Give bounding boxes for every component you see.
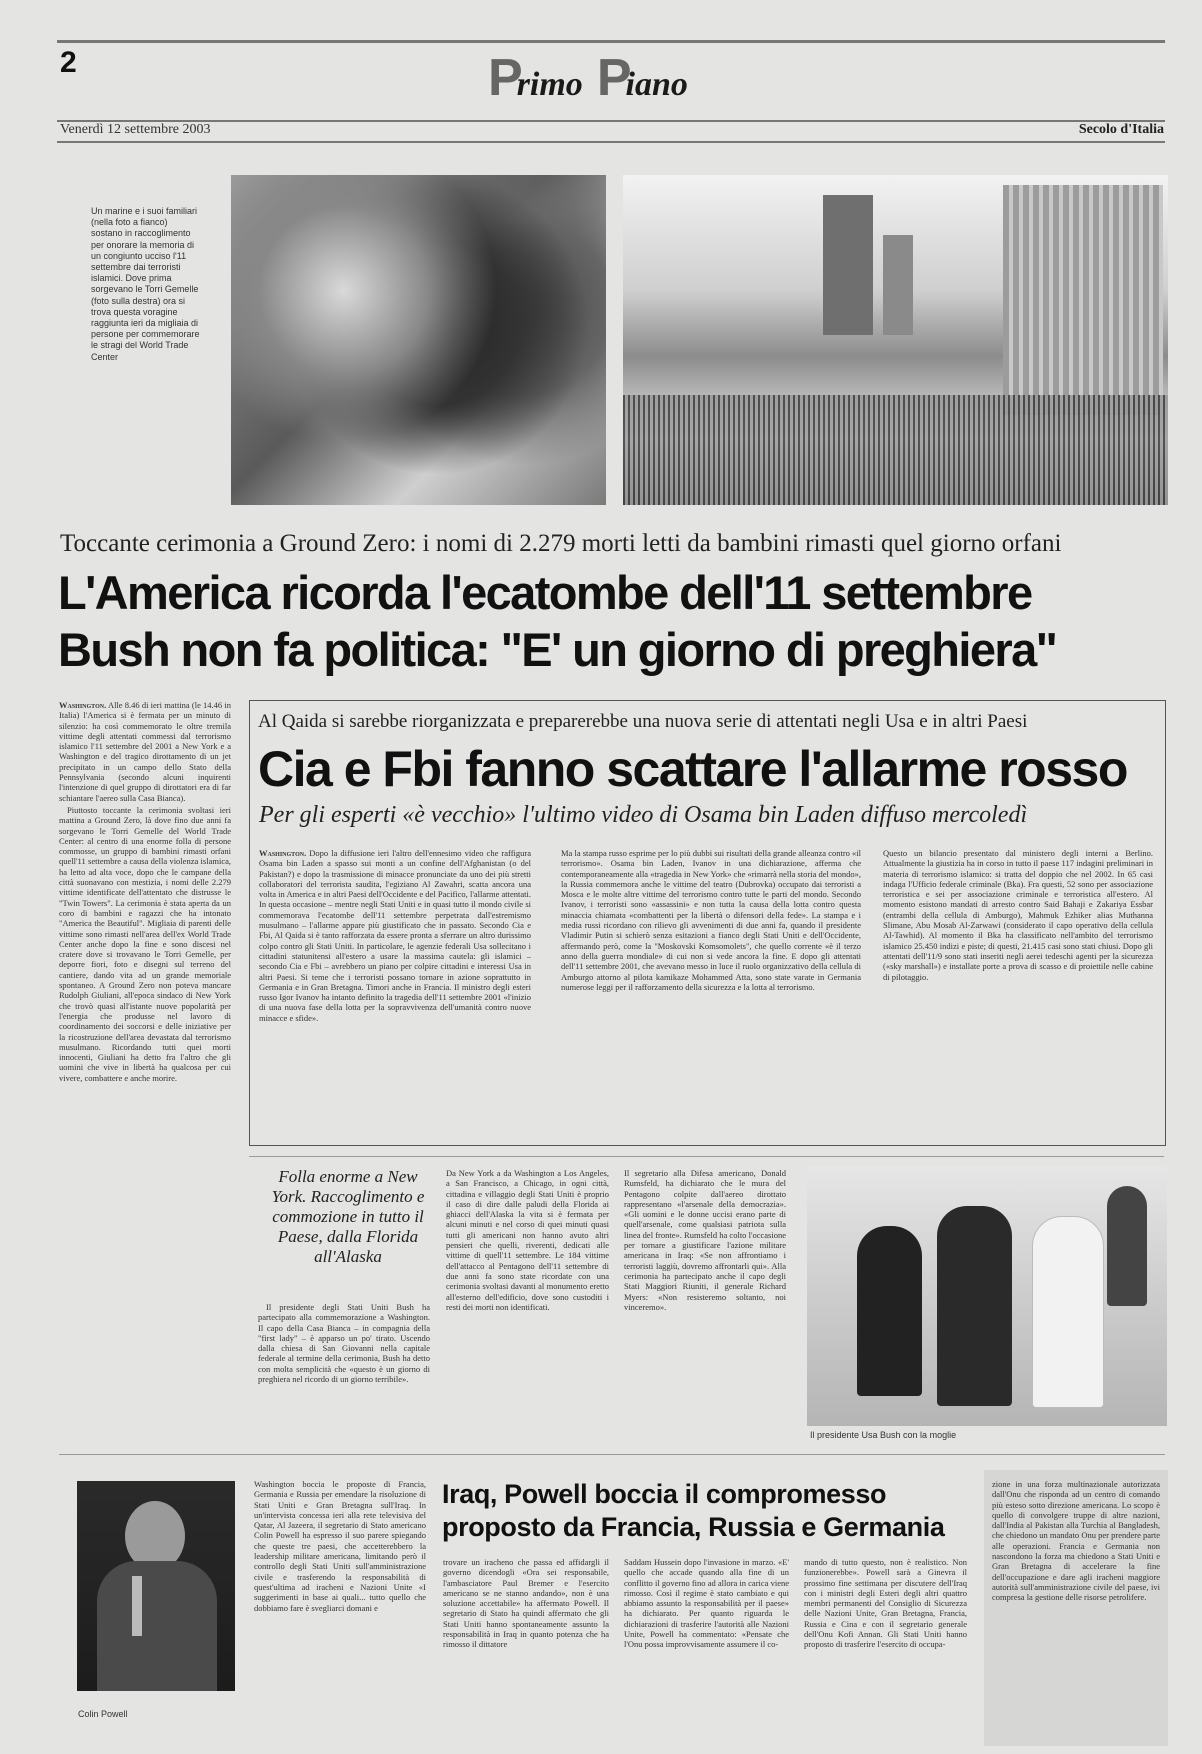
- section-rimo: rimo: [516, 66, 583, 103]
- section-initial-p2: P: [596, 49, 632, 107]
- bottom-text-1: Washington boccia le proposte di Francia, Germania e Russia per emendare la risoluzione di Stati Uniti e Gran Bretagna sull'Iraq. In un'intervista concessa ieri alla rete televisiva del Qatar, Al Jazeera, il segretario di Stato americano Colin Powell ha espresso il suo parere spiegando che queste tre paesi, che accetterebbero la leadership militare americana, limitando però il controllo degli Stati Uniti sull'amministrazione civile e trasferendo la responsabilità di quest'ultima ad iracheni e Nazioni Unite «I suggerimenti in base ai quali... tutto quello che dobbiamo fare è svegliarci domani e: [254, 1479, 426, 1613]
- ny-column-3: [624, 1168, 786, 1440]
- paper-name: Secolo d'Italia: [1078, 122, 1164, 137]
- header-rule: [57, 120, 1165, 122]
- bottom-column-3: [624, 1557, 789, 1747]
- main-dateline: Washington.: [59, 700, 107, 710]
- ny-column-2: [446, 1168, 609, 1440]
- alarm-kicker: Al Qaida si sarebbe riorganizzata e preparerebbe una nuova serie di attentati negli Usa e in altri Paesi: [258, 711, 1028, 732]
- bottom-text-3: Saddam Hussein dopo l'invasione in marzo. «E' quello che accade quando alla fine di un conflitto il governo fino ad allora in carica viene rimosso. Così il regime è stato cambiato e qui abbiamo assunto la responsabilità per il paese» ha dichiarato. Per quanto riguarda le dichiarazioni di trasferire l'autorità alle Nazioni Unite, Powell ha commentato: «Pensate che l'Onu possa improvvisamente assumere il co-: [624, 1557, 789, 1650]
- bottom-text-5: zione in una forza multinazionale autorizzata dall'Onu che risponda ad un centro di comando più esteso sotto direzione americana. Lo scopo è quello di convolgere truppe di altre nazioni, dall'India al Pakistan alla Turchia al Bangladesh, che chiedono un mandato Onu per prendere parte alle operazioni. Francia e Germania non nascondono la forza ma chiedono a Stati Uniti e Gran Bretagna di accelerare la fine dell'occupazione e dare agli iracheni maggiore autorità sull'amministrazione civile del paese, ivi compresa la gestione delle risorse petrolifere.: [992, 1479, 1160, 1603]
- powell-caption: Colin Powell: [78, 1709, 128, 1719]
- bottom-text-2: trovare un iracheno che passa ed affidargli il governo dicendogli «Ora sei responsabile, l'ambasciatore Paul Bremer e l'esercito americano se ne stanno andando», non è una soluzione accettabile» ha affermato Powell. Il segretario di Stato ha quindi affermato che gli Stati Uniti hanno spontaneamente assunto la responsabilità in Iraq in quanto potenza che ha rimosso il dittatore: [443, 1557, 609, 1650]
- ny-text-3: Il segretario alla Difesa americano, Donald Rumsfeld, ha dichiarato che le mura del Pentagono colpite dall'aereo dirottato rappresentano «l'arsenale della democrazia». «Gli uomini e le donne uccisi erano parte di quell'arsenale, come qualsiasi patriota sulla linea del fronte». Rumsfeld ha colto l'occasione per tornare a giustificare l'azione militare americana in Iraq: «Se non affrontiamo i terroristi laggiù, dovremo affrontarli qui». Alla cerimonia ha partecipato anche il capo degli Stati Maggiori Riuniti, il generale Richard Myers: «Non resisteremo soltanto, noi vinceremo».: [624, 1168, 786, 1312]
- alarm-headline: Cia e Fbi fanno scattare l'allarme rosso: [258, 741, 1127, 797]
- alarm-text-2: Ma la stampa russo esprime per lo più dubbi sui risultati della grande alleanza contro «il terrorismo». Osama bin Laden, Ivanov in una dichiarazione, afferma che contemporaneamente alla «tragedia in New York» che «rimarrà nella storia del mondo», la Russia commemora anche le vittime del teatro (Dubrovka) occupato dai terroristi a Mosca e le molte altre vittime del terrorismo contro tutte le parti del mondo. Secondo Ivanov, i terroristi sono «assassini» e non tutta la causa della lotta contro questa minaccia chiamata «combattenti per la libertà o difensori della fede». La stampa e i media russi ricordano con rilievo gli avvenimenti di due anni fa, quando il presidente Vladimir Putin si schierò senza esitazioni a fianco degli Stati Uniti e dell'Occidente, affermando però, come la "Moskovski Komsomolets", che quello corrente «è il terzo anno della guerra mondiale» di cui non si vede ancora la fine. E dopo gli attentati dell'11 settembre 2001, che avevano messo in luce il ruolo organizzativo della cellula di Amburgo attorno al pilota kamikaze Mohammed Atta, sono state varate in Germania numerose leggi per il rafforzamento della sicurezza e la lotta al terrorismo.: [561, 848, 861, 992]
- powell-headline: Iraq, Powell boccia il compromesso proposto da Francia, Russia e Germania: [442, 1479, 945, 1542]
- ny-text-1: Il presidente degli Stati Uniti Bush ha partecipato alla commemorazione a Washington. Il capo della Casa Bianca – in compagnia della "first lady" – è apparso un po' tirato. Uscendo dalla chiesa di San Giovanni nella capitale federale al termine della cerimonia, Bush ha detto con molta semplicità che «questo è un giorno di preghiera nel ricordo di un giorno terribile».: [258, 1302, 430, 1385]
- bottom-column-4: [804, 1557, 967, 1747]
- marine-family-photo: [231, 175, 606, 505]
- ny-headline: Folla enorme a New York. Raccoglimento e commozione in tutto il Paese, dalla Florida all'Alaska: [271, 1167, 425, 1266]
- main-paragraph-2: Piuttosto toccante la cerimonia svoltasi ieri mattina a Ground Zero, là dove fino due anni fa sorgevano le Torri Gemelle del World Trade Center: al centro di una enorme folla di persone commosse, un gruppo di bambini rimasti orfani quell'11 settembre a causa della violenza islamica, ha letto ad alta voce, dopo che le campane della città suonavano con mestizia, i nomi delle 2.279 vittime identificate dell'attentato che distrusse le "Twin Towers". La cerimonia è stata aperta da un coro di bambini e ragazzi che ha intonato "America the Beautiful". Migliaia di parenti delle vittime sono rimasti nell'area dell'ex World Trade Center anche dopo la fine e sono discesi nel cratere dove si trovavano le Torri Gemelle, per deporre fiori, foto e disegni sul terreno del cantiere, dando vita ad un grande memoriale spontaneo. A Ground Zero non poteva mancare Rudolph Giuliani, all'epoca sindaco di New York che trovò quasi all'istante nuove popolarità per l'energia che produsse nel lavoro di coordinamento dei soccorsi e delle iniziative per la ricostruzione dell'area devastata dal terrorismo musulmano. Ricordando tutti quei morti innocenti, Giuliani ha detto fra l'altro che gli uomini che vive in libertà ha qualcosa per cui vivere, combattere e anche morire.: [59, 804, 231, 1083]
- alarm-column-2: [561, 848, 861, 1136]
- page-number: 2: [60, 46, 77, 79]
- main-headline-2: Bush non fa politica: "E' un giorno di preghiera": [58, 623, 1057, 676]
- main-story-body: [59, 700, 231, 1435]
- bush-wife-photo: [807, 1166, 1167, 1426]
- bottom-column-2: [443, 1557, 609, 1747]
- section-initial-p: P: [488, 49, 523, 107]
- bottom-column-1: [254, 1479, 426, 1744]
- bottom-text-4: mando di tutto questo, non è realistico. Non funzionerebbe». Powell sarà a Ginevra il prossimo fine settimana per discutere dell'Iraq con i ministri degli Esteri degli altri quattro membri permanenti del Consiglio di Sicurezza delle Nazioni Unite, Gran Bretagna, Francia, Russia e Cina e con il segretario generale dell'Onu Kofi Annan. Gli Stati Uniti hanno proposto di trasferire l'esercito di occupa-: [804, 1557, 967, 1650]
- ny-rule: [249, 1156, 1164, 1157]
- bottom-column-5: [992, 1479, 1160, 1741]
- top-rule: [57, 40, 1165, 43]
- section-iano: iano: [625, 66, 688, 103]
- issue-date: Venerdì 12 settembre 2003: [60, 122, 211, 137]
- main-kicker: Toccante cerimonia a Ground Zero: i nomi di 2.279 morti letti da bambini rimasti quel giorno orfani: [60, 530, 1062, 557]
- alarm-column-3: [883, 848, 1153, 1136]
- ny-text-2: Da New York a da Washington a Los Angeles, a San Francisco, a Chicago, in ogni città, cittadina e villaggio degli Stati Uniti è proprio il caso di dire dalle paludi della Florida ai ghiacci dell'Alaska la vita si è fermata per alcuni minuti e nel corso di quei minuti quasi tutti gli americani non hanno avuto altri pensieri che quelli, riverenti, dedicati alle vittime di quell'11 settembre. Le 184 vittime dell'attacco al Pentagono dell'11 settembre di due anni fa sono state ricordate con una cerimonia svoltasi davanti al monumento eretto all'esterno dell'edificio, dove sono custoditi i resti dei morti non identificati.: [446, 1168, 609, 1312]
- alarm-text-1: Dopo la diffusione ieri l'altro dell'ennesimo video che raffigura Osama bin Laden a spasso sui monti a un confine dell'Afghanistan (o del Pakistan?) e dopo la trasmissione di minacce pronunciate da uno dei più stretti collaboratori del terrorista saudita, l'egiziano Al Zawahri, scatta ancora una volta in America e in altri Paesi dell'Occidente e del Pacifico, l'allarme attentati. In questa occasione – mentre negli Stati Uniti e in quasi tutto il mondo civile si commemorava l'ecatombe dell'11 settembre perpetrata dall'estremismo musulmano – l'allarme appare più giustificato che in passato. Secondo Cia e Fbi, Al Qaida si è tanto rafforzata da essere pronta a sferrare un altro durissimo colpo contro gli Stati Uniti. In particolare, le agenzie federali Usa sollecitano i cittadini statunitensi all'estero a usare la massima cautela: gli islamici – secondo Cia e Fbi – avrebbero un piano per colpire cittadini e interessi Usa in altri Paesi. Si teme che i terroristi possano tornare in azione soprattutto in Germania e in Gran Bretagna. Timori anche in Francia. Il ministro degli esteri russo Igor Ivanov ha intanto definito la tragedia dell'11 settembre 2001 «l'inizio di una nuova fase della lotta per la sopravvivenza dell'umanità contro nuove minacce e sfide».: [259, 848, 531, 1023]
- main-paragraph-1: Alle 8.46 di ieri mattina (le 14.46 in Italia) l'America si è fermata per un minuto di silenzio: ha così commemorato le oltre tremila vittime degli attentati commessi dal terrorismo islamico l'11 settembre del 2001 a New York e a Washington e del tragico dirottamento di un jet precipitato in un campo dello Stato della Pennsylvania (secondo alcuni inquirenti l'intenzione di quel gruppo di dirottatori era di far schiantare l'aereo sulla Casa Bianca).: [59, 700, 231, 803]
- bush-photo-caption: Il presidente Usa Bush con la moglie: [810, 1430, 957, 1440]
- alarm-subhead: Per gli esperti «è vecchio» l'ultimo video di Osama bin Laden diffuso mercoledì: [259, 802, 1028, 828]
- section-title: [488, 48, 688, 108]
- bottom-rule: [59, 1454, 1165, 1455]
- colin-powell-photo: [77, 1481, 235, 1691]
- alarm-dateline: Washington.: [259, 848, 307, 858]
- main-headline-1: L'America ricorda l'ecatombe dell'11 settembre: [58, 566, 1032, 619]
- ground-zero-photo: [623, 175, 1168, 505]
- header-rule-bottom: [57, 141, 1165, 143]
- alarm-text-3: Questo un bilancio presentato dal ministero degli interni a Berlino. Attualmente la giustizia ha in corso in tutto il paese 117 indagini preliminari in materia di terrorismo islamico: si tratta del doppio che nel 2002. In 65 casi indaga l'Ufficio federale criminale (Bka). Fra questi, 52 sono per associazione terroristica e sei per associazione criminale e terroristica all'estero. Al momento esistono mandati di arresto contro Said Bahaji e Zakariya Essbar (entrambi della cellula di Amburgo), Mahmuk Ezhiker alias Muthanna Slimane, Abu Mosab Al-Zarwawi (considerato il capo operativo della cellula Al-Tawhid). Al momento il Bka ha classificato nell'ambito del terrorismo islamico 25.450 indizi e piste; di questi, 21.415 casi sono stati chiusi. Dopo gli attentati dell'11/9 sono stati inseriti negli aerei tedeschi agenti per la sicurezza («sky marshall») e installate porte a prova di scasso e di proiettile nelle cabine di pilotaggio.: [883, 848, 1153, 982]
- ny-column-1: [258, 1302, 430, 1440]
- alarm-column-1: [259, 848, 531, 1136]
- top-photo-caption: Un marine e i suoi familiari (nella foto a fianco) sostano in raccoglimento per onorare la memoria di un congiunto ucciso l'11 settembre dai terroristi islamici. Dove prima sorgevano le Torri Gemelle (foto sulla destra) ora si trova questa voragine raggiunta ieri da migliaia di persone per commemorare le stragi del World Trade Center: [91, 206, 200, 362]
